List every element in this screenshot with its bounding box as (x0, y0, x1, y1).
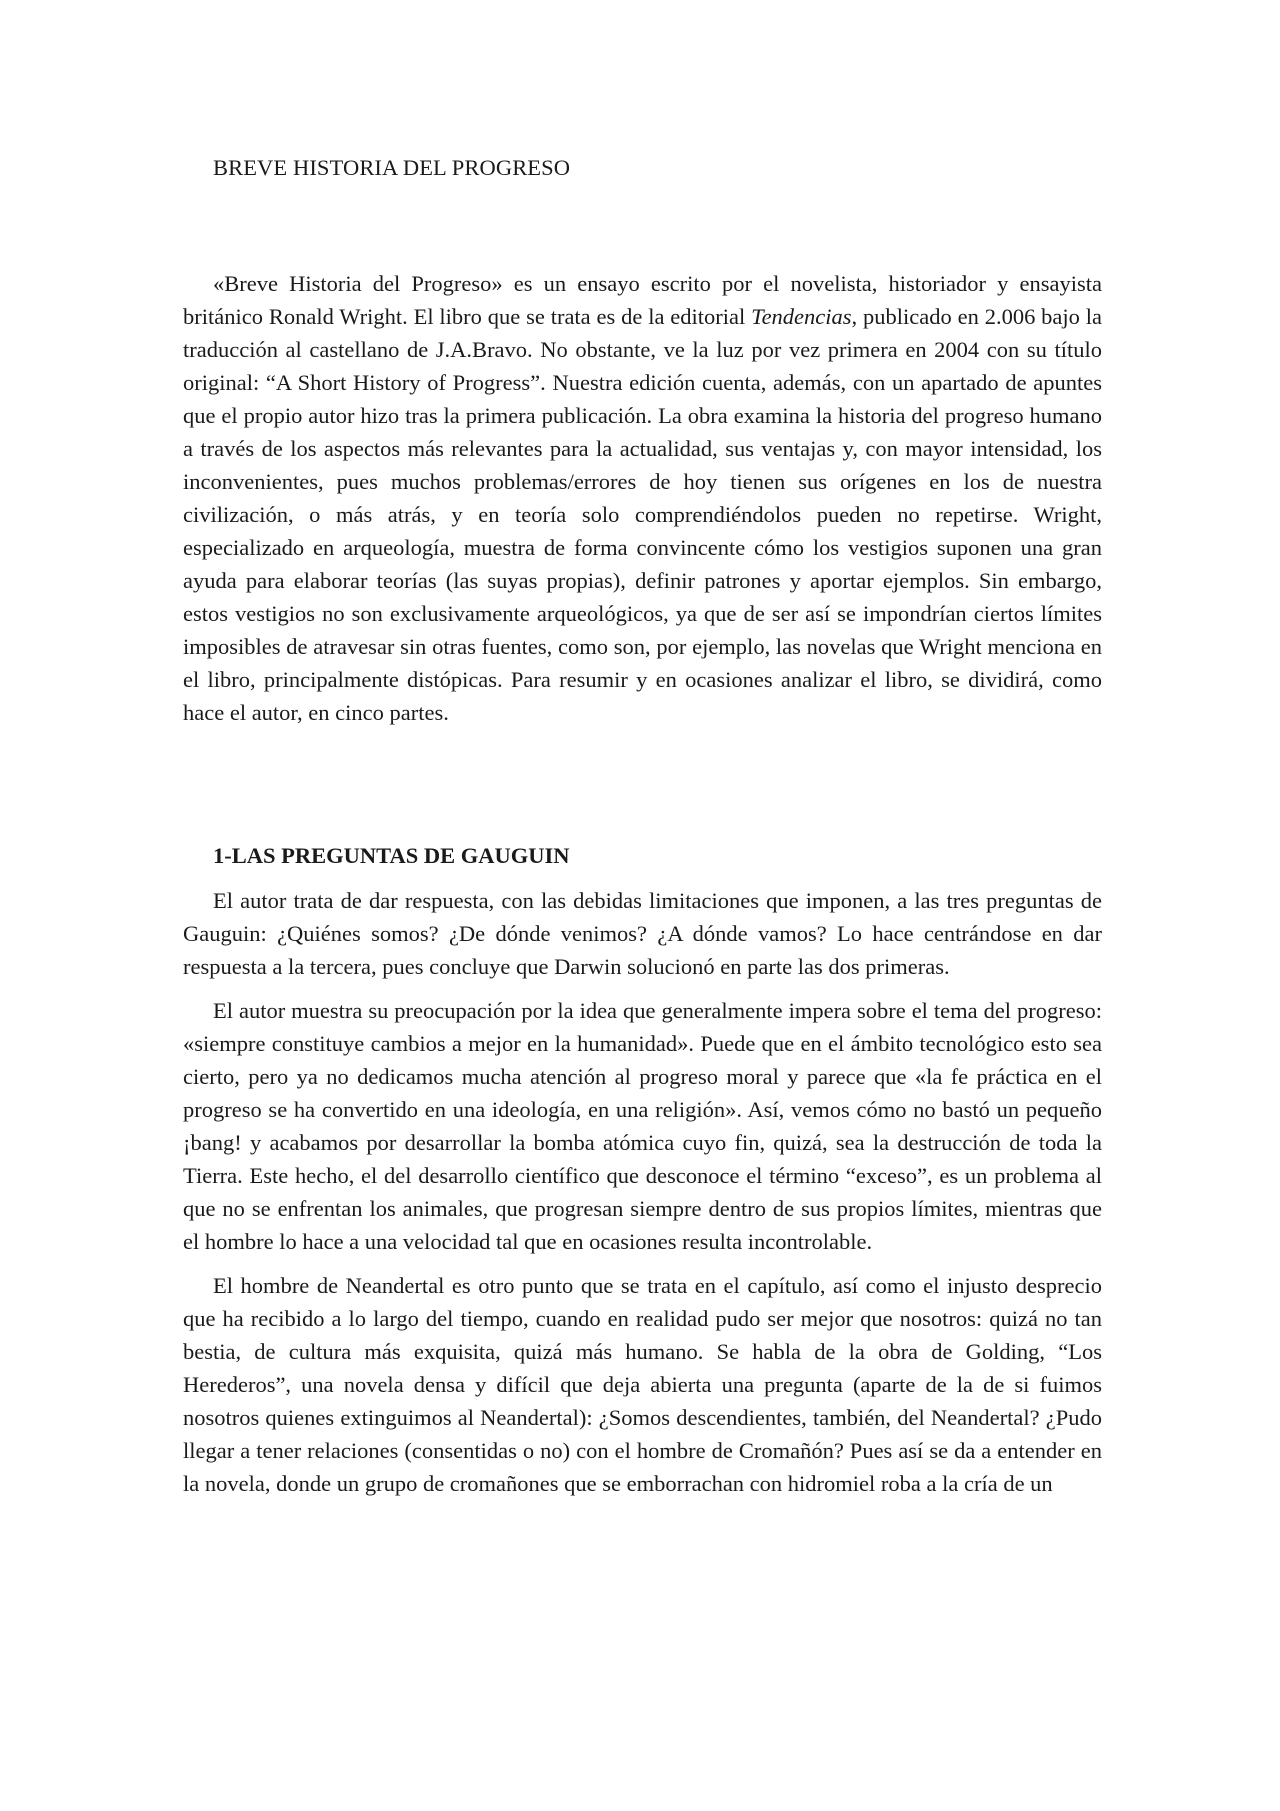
section-paragraph-2: El autor muestra su preocupación por la idea que generalmente impera sobre el tema del progreso: «siempre constituye cambios a mejor en la humanidad». Puede que en el ámbito tecnológico esto sea cierto, pero ya no dedicamos mucha atención al progreso moral y parece que «la fe práctica en el progreso se ha convertido en una ideología, en una religión». Así, vemos cómo no bastó un pequeño ¡bang! y acabamos por desarrollar la bomba atómica cuyo fin, quizá, sea la destrucción de toda la Tierra. Este hecho, el del desarrollo científico que desconoce el término “exceso”, es un problema al que no se enfrentan los animales, que progresan siempre dentro de sus propios límites, mientras que el hombre lo hace a una velocidad tal que en ocasiones resulta incontrolable. (183, 998, 1102, 1254)
intro-paragraph (183, 267, 1102, 729)
section-body (183, 884, 1102, 1511)
section-paragraph-3: El hombre de Neandertal es otro punto que se trata en el capítulo, así como el injusto desprecio que ha recibido a lo largo del tiempo, cuando en realidad pudo ser mejor que nosotros: quizá no tan bestia, de cultura más exquisita, quizá más humano. Se habla de la obra de Golding, “Los Herederos”, una novela densa y difícil que deja abierta una pregunta (aparte de la de si fuimos nosotros quienes extinguimos al Neandertal): ¿Somos descendientes, también, del Neandertal? ¿Pudo llegar a tener relaciones (consentidas o no) con el hombre de Cromañón? Pues así se da a entender en la novela, donde un grupo de cromañones que se emborrachan con hidromiel roba a la cría de un (183, 1273, 1102, 1496)
intro-section (183, 267, 1102, 729)
section-heading: 1-LAS PREGUNTAS DE GAUGUIN (213, 843, 570, 868)
intro-text-start: «Breve Historia del Progreso» es un ensayo escrito por el novelista, historiador y ensayista británico Ronald Wright. El libro que se trata es de la editorial (183, 271, 1102, 329)
section-paragraph-1: El autor trata de dar respuesta, con las debidas limitaciones que imponen, a las tres preguntas de Gauguin: ¿Quiénes somos? ¿De dónde venimos? ¿A dónde vamos? Lo hace centrándose en dar respuesta a la tercera, pues concluye que Darwin solucionó en parte las dos primeras. (183, 888, 1102, 979)
publisher-name: Tendencias (751, 304, 852, 329)
intro-text-end: , publicado en 2.006 bajo la traducción al castellano de J.A.Bravo. No obstante, ve la luz por vez primera en 2004 con su título original: “A Short History of Progress”. Nuestra edición cuenta, además, con un apartado de apuntes que el propio autor hizo tras la primera publicación. La obra examina la historia del progreso humano a través de los aspectos más relevantes para la actualidad, sus ventajas y, con mayor intensidad, los inconvenientes, pues muchos problemas/errores de hoy tienen sus orígenes en los de nuestra civilización, o más atrás, y en teoría solo comprendiéndolos pueden no repetirse. Wright, especializado en arqueología, muestra de forma convincente cómo los vestigios suponen una gran ayuda para elaborar teorías (las suyas propias), definir patrones y aportar ejemplos. Sin embargo, estos vestigios no son exclusivamente arqueológicos, ya que de ser así se impondrían ciertos límites imposibles de atravesar sin otras fuentes, como son, por ejemplo, las novelas que Wright menciona en el libro, principalmente distópicas. Para resumir y en ocasiones analizar el libro, se dividirá, como hace el autor, en cinco partes. (183, 304, 1102, 725)
document-title: BREVE HISTORIA DEL PROGRESO (213, 155, 571, 180)
